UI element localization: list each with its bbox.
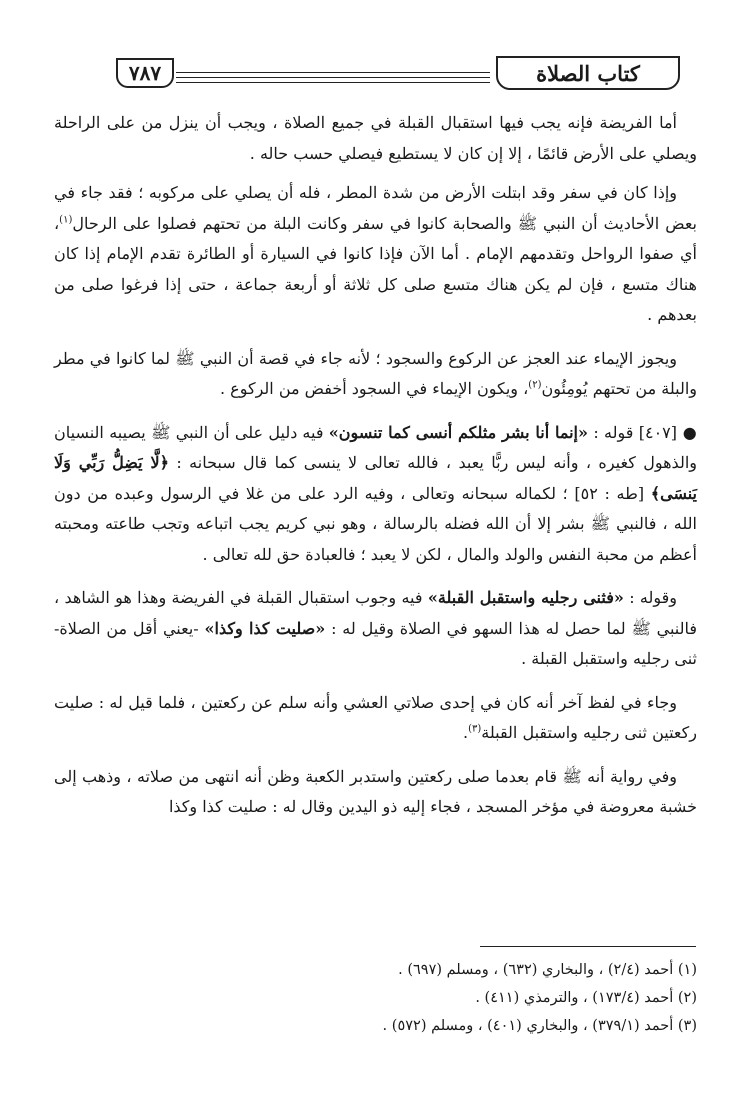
bullet-icon: ● xyxy=(677,422,698,442)
paragraph xyxy=(54,344,697,405)
header-rule xyxy=(176,82,490,83)
paragraph-text: . xyxy=(462,723,469,742)
paragraph-text: وجاء في لفظ آخر أنه كان في إحدى صلاتي العشي وأنه سلم عن ركعتين ، فلما قيل له : صليت ركعتين ثنى رجليه واستقبل القبلة xyxy=(54,692,697,742)
hadith-quote: «صليت كذا وكذا» xyxy=(204,618,326,638)
paragraph-text: -يعني أقل من الصلاة- ثنى رجليه واستقبل القبلة . xyxy=(54,618,697,668)
book-title: كتاب الصلاة xyxy=(496,56,680,90)
main-text xyxy=(54,108,697,836)
footnote: (١) أحمد (٢/٤) ، والبخاري (٦٣٢) ، ومسلم (٦٩٧) . xyxy=(398,962,697,978)
paragraph-text: فيه دليل على أن النبي ﷺ يصيبه النسيان والذهول كغيره ، وأنه ليس ربًّا يعبد ، فالله تعالى لا ينسى كما قال سبحانه : xyxy=(54,422,697,472)
paragraph xyxy=(54,178,697,331)
paragraph-text: [طه : ٥٢] ؛ لكماله سبحانه وتعالى ، وفيه الرد على من غلا في الرسول وعبده من دون الله ، فالنبي ﷺ بشر إلا أن الله فضله بالرسالة ، وهو نبي كريم يجب اتباعه وتجب طاعته ومحبته أعظم من محبة النفس والولد والمال ، لكن لا يعبد ؛ فالعبادة حق لله تعالى . xyxy=(54,483,697,564)
footnote-ref: (١) xyxy=(59,214,73,226)
commentary-paragraph xyxy=(54,418,697,571)
footnote: (٣) أحمد (٣٧٩/١) ، والبخاري (٤٠١) ، ومسلم (٥٧٢) . xyxy=(382,1018,697,1034)
paragraph xyxy=(54,762,697,823)
footnote-ref: (٣) xyxy=(468,723,482,735)
page-number: ٧٨٧ xyxy=(116,58,174,88)
paragraph-text: ، أي صفوا الرواحل وتقدمهم الإمام . أما الآن فإذا كانوا في السيارة أو الطائرة تقدم الإمام إذا كان هناك متسع ، فإن لم يكن هناك متسع صلى كل ثلاثة أو أربعة جماعة ، حتى إذا فرغوا صلى من بعدهم . xyxy=(54,213,697,324)
paragraph-text: فيه وجوب استقبال القبلة في الفريضة وهذا هو الشاهد ، فالنبي ﷺ لما حصل له هذا السهو في الصلاة وقيل له : xyxy=(54,588,697,638)
footnotes xyxy=(120,956,697,1040)
paragraph-text: أما الفريضة فإنه يجب فيها استقبال القبلة في جميع الصلاة ، ويجب أن ينزل من على الراحلة ويصلي على الأرض قائمًا ، إلا إن كان لا يستطيع فيصلي حسب حاله . xyxy=(54,113,697,163)
paragraph-text: وإذا كان في سفر وقد ابتلت الأرض من شدة المطر ، فله أن يصلي على مركوبه ؛ فقد جاء في بعض الأحاديث أن النبي ﷺ والصحابة كانوا في سفر وكانت البلة من تحتهم فصلوا على الرحال xyxy=(54,183,697,233)
hadith-quote: «إنما أنا بشر مثلكم أنسى كما تنسون» xyxy=(328,422,588,442)
hadith-quote: «فثنى رجليه واستقبل القبلة» xyxy=(427,588,624,607)
footnote: (٢) أحمد (١٧٣/٤) ، والترمذي (٤١١) . xyxy=(475,990,697,1006)
page-header xyxy=(80,54,680,98)
quran-verse: ﴿لَّا يَضِلُّ رَبِّي وَلَا يَنسَى﴾ xyxy=(54,453,697,503)
paragraph-text: ، ويكون الإيماء في السجود أخفض من الركوع . xyxy=(219,379,529,398)
header-rule xyxy=(176,77,490,78)
paragraph-text: وقوله : xyxy=(629,588,678,607)
footnote-ref: (٢) xyxy=(528,379,542,391)
paragraph xyxy=(54,108,697,169)
hadith-number: [٤٠٧] قوله : xyxy=(593,422,677,442)
paragraph-text: وفي رواية أنه ﷺ قام بعدما صلى ركعتين واستدبر الكعبة وظن أنه انتهى من صلاته ، وذهب إلى خشبة معروضة في مؤخر المسجد ، فجاء إليه ذو اليدين وقال له : صليت كذا وكذا xyxy=(54,766,697,816)
header-rule xyxy=(176,72,490,73)
paragraph xyxy=(54,688,697,749)
paragraph-text: ويجوز الإيماء عند العجز عن الركوع والسجود ؛ لأنه جاء في قصة أن النبي ﷺ لما كانوا في مطر والبلة من تحتهم يُومِئُون xyxy=(54,348,697,398)
paragraph xyxy=(54,583,697,675)
footnote-separator xyxy=(480,946,696,947)
